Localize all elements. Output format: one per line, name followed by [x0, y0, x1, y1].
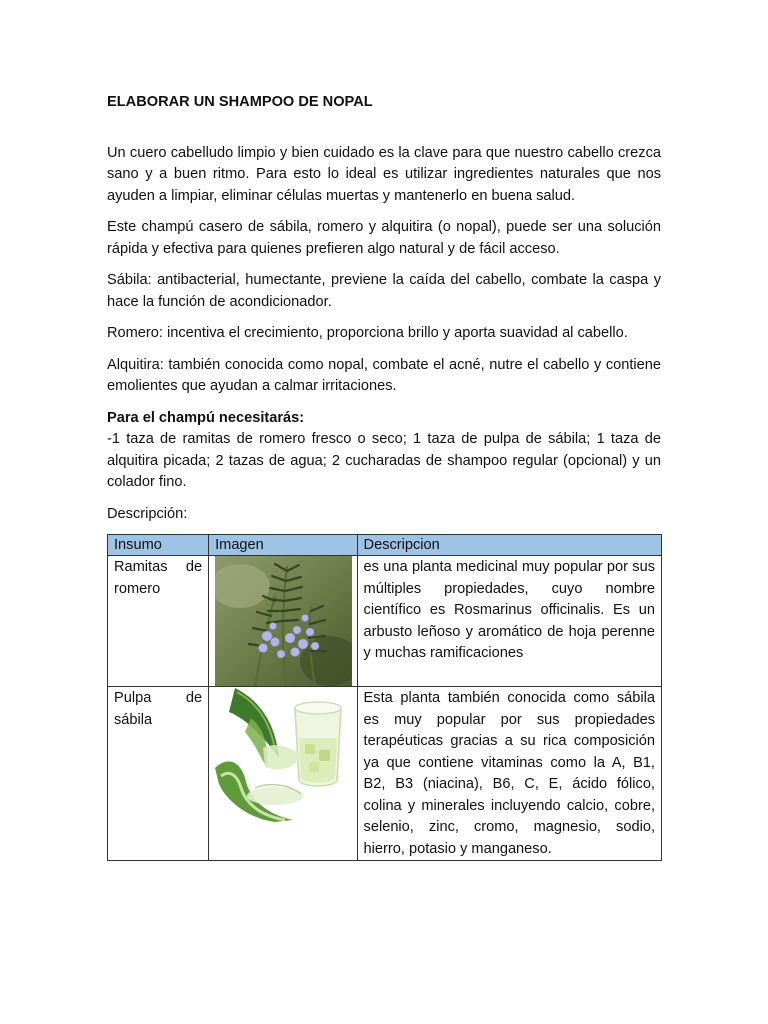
document-title: ELABORAR UN SHAMPOO DE NOPAL	[107, 94, 373, 110]
table-row	[108, 687, 662, 861]
table-row	[108, 556, 662, 687]
header-descripcion: Descripcion	[357, 535, 661, 556]
image-cell	[209, 556, 357, 687]
paragraph-romero: Romero: incentiva el crecimiento, proporciona brillo y aporta suavidad al cabello.	[107, 325, 628, 341]
insumo-cell	[108, 556, 209, 687]
insumo-line: Pulpa de	[114, 690, 203, 706]
needs-text: -1 taza de ramitas de romero fresco o seco; 1 taza de pulpa de sábila; 1 taza de alquitira picada; 2 tazas de agua; 2 cucharadas de shampoo regular (opcional) y un colador fino.	[107, 431, 661, 490]
header-insumo: Insumo	[108, 535, 209, 556]
paragraph-champu: Este champú casero de sábila, romero y alquitira (o nopal), puede ser una solución rápida y efectiva para quienes prefieren algo natural y de fácil acceso.	[107, 219, 661, 257]
header-imagen: Imagen	[209, 535, 357, 556]
insumo-line: Ramitas de	[114, 559, 203, 575]
paragraph-sabila: Sábila: antibacterial, humectante, previene la caída del cabello, combate la caspa y hace la función de acondicionador.	[107, 272, 661, 310]
description-cell: es una planta medicinal muy popular por sus múltiples propiedades, cuyo nombre científico es Rosmarinus officinalis. Es un arbusto leñoso y aromático de hoja perenne y muchas ramificaciones	[357, 556, 661, 687]
description-label: Descripción:	[107, 505, 188, 522]
description-cell: Esta planta también conocida como sábila es muy popular por sus propiedades terapéuticas gracias a su rica composición ya que contiene vitaminas como la A, B1, B2, B3 (niacina), B6, C, E, ácido fólico, colina y minerales incluyendo calcio, cobre, selenio, zinc, cromo, magnesio, sodio, hierro, potasio y manganeso.	[357, 687, 661, 861]
rosemary-image	[215, 556, 352, 686]
needs-heading: Para el champú necesitarás:	[107, 409, 305, 426]
table-header-row	[108, 535, 662, 556]
insumo-cell	[108, 687, 209, 861]
image-cell	[209, 687, 357, 861]
document-page	[107, 92, 661, 861]
aloe-image	[215, 688, 349, 822]
insumo-line: romero	[114, 580, 161, 597]
paragraph-intro: Un cuero cabelludo limpio y bien cuidado es la clave para que nuestro cabello crezca sano y a buen ritmo. Para esto lo ideal es utilizar ingredientes naturales que nos ayuden a limpiar, eliminar células muertas y mantenerlo en buena salud.	[107, 144, 661, 204]
paragraph-alquitira: Alquitira: también conocida como nopal, combate el acné, nutre el cabello y contiene emolientes que ayudan a calmar irritaciones.	[107, 356, 661, 394]
insumo-line: sábila	[114, 711, 153, 728]
ingredients-table	[107, 534, 662, 861]
